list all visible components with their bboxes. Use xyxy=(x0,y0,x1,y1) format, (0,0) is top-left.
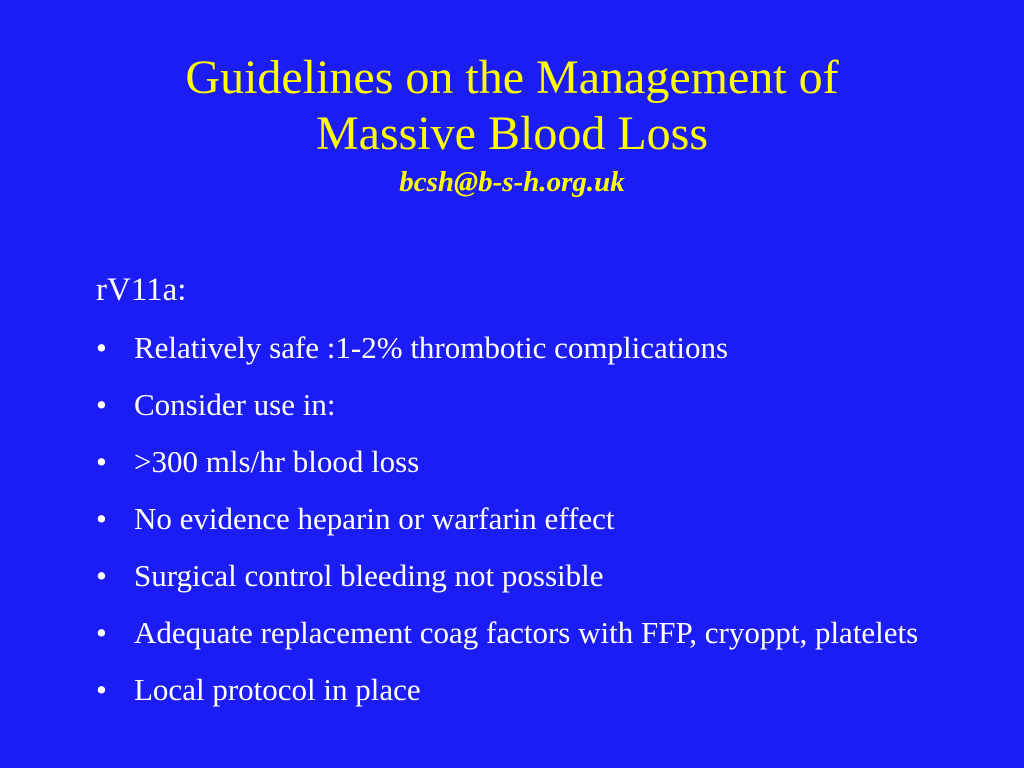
bullet-text: Surgical control bleeding not possible xyxy=(134,558,604,593)
bullet-text: Local protocol in place xyxy=(134,672,421,707)
bullet-item xyxy=(96,672,976,707)
bullet-item xyxy=(96,387,976,422)
bullet-text: Adequate replacement coag factors with FFP, cryoppt, platelets xyxy=(134,615,919,650)
slide-subtitle-email: bcsh@b-s-h.org.uk xyxy=(399,166,625,198)
bullet-icon: • xyxy=(96,387,107,422)
slide-title-line-2: Massive Blood Loss xyxy=(315,107,708,160)
bullet-item xyxy=(96,558,976,593)
bullet-text: Consider use in: xyxy=(134,387,336,422)
section-heading: rV11a: xyxy=(96,272,187,308)
bullet-text: >300 mls/hr blood loss xyxy=(134,444,420,479)
bullet-item xyxy=(96,330,976,365)
bullet-icon: • xyxy=(96,501,107,536)
slide-title-line-1: Guidelines on the Management of xyxy=(185,51,839,104)
bullet-icon: • xyxy=(96,444,107,479)
bullet-text: Relatively safe :1-2% thrombotic complications xyxy=(134,330,729,365)
bullet-icon: • xyxy=(96,615,107,650)
title-block xyxy=(0,50,1024,202)
bullet-item xyxy=(96,501,976,536)
bullet-item xyxy=(96,615,976,650)
bullet-icon: • xyxy=(96,558,107,593)
bullet-list xyxy=(96,330,976,729)
bullet-text: No evidence heparin or warfarin effect xyxy=(134,501,615,536)
bullet-item xyxy=(96,444,976,479)
bullet-icon: • xyxy=(96,672,107,707)
bullet-icon: • xyxy=(96,330,107,365)
